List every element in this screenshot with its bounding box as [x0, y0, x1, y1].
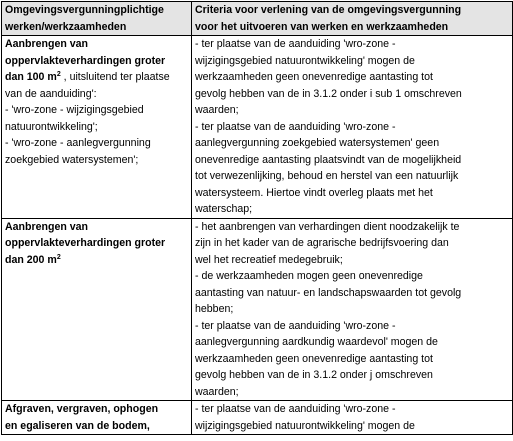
works-line: [5, 401, 188, 418]
works-cell: [2, 401, 192, 435]
criteria-line: - ter plaatse van de aanduiding 'wro-zone -: [195, 319, 396, 332]
criteria-line: gevolg hebben van de in 3.1.2 onder j omschreven: [195, 369, 433, 381]
criteria-line: aanlegvergunning zoekgebied watersystemen' geen: [195, 137, 440, 149]
criteria-line: - ter plaatse van de aanduiding 'wro-zone -: [195, 403, 396, 415]
criteria-line: - ter plaatse van de aanduiding 'wro-zone -: [195, 38, 396, 50]
works-cell: [2, 218, 192, 401]
works-title-text: dan 200 m: [5, 253, 57, 266]
criteria-line: - de werkzaamheden mogen geen onevenredige: [195, 270, 423, 282]
superscript: 2: [56, 253, 61, 261]
criteria-cell: [192, 36, 513, 219]
works-line: [5, 53, 188, 70]
header-line: Criteria voor verlening van de omgevingsvergunning: [195, 4, 462, 16]
criteria-line: watersysteem. Hiertoe vindt overleg plaats met het: [195, 186, 433, 199]
works-title-text: Aanbrengen van: [5, 220, 89, 233]
criteria-line: waterschap;: [195, 203, 253, 215]
criteria-cell: [192, 401, 513, 435]
works-line: [5, 36, 188, 53]
criteria-line: gevolg hebben van de in 3.1.2 onder i sub 1 omschreven: [195, 87, 462, 100]
works-cell: [2, 36, 192, 219]
table-row: [2, 218, 513, 401]
criteria-line: werkzaamheden geen onevenredige aantasting tot: [195, 71, 433, 83]
works-line: - 'wro-zone - aanlegvergunning: [5, 137, 151, 149]
criteria-line: tot verwezenlijking, behoud en herstel van een natuurlijk: [195, 170, 459, 182]
superscript: 2: [56, 71, 61, 78]
criteria-line: aanlegvergunning aardkundig waardevol' mogen de: [195, 336, 438, 348]
header-line: Omgevingsvergunningplichtige: [5, 4, 164, 16]
criteria-line: onevenredige aantasting plaatsvindt van de mogelijkheid: [195, 153, 462, 166]
works-line: natuurontwikkeling';: [5, 120, 98, 133]
table-row: [2, 36, 513, 219]
table-row: [2, 401, 513, 435]
criteria-line: hebben;: [195, 303, 234, 315]
works-line-tail: , uitsluitend ter plaatse: [60, 71, 170, 83]
works-line: zoekgebied watersystemen';: [5, 153, 139, 166]
works-line: [5, 235, 188, 252]
criteria-line: waarden;: [195, 385, 239, 398]
criteria-line: wijzigingsgebied natuurontwikkeling' mogen de: [195, 419, 415, 432]
works-line: [5, 418, 188, 435]
header-line: voor het uitvoeren van werken en werkzaamheden: [195, 20, 449, 33]
criteria-line: wijzigingsgebied natuurontwikkeling' mogen de: [195, 54, 415, 67]
criteria-line: wel het recreatief medegebruik;: [195, 253, 343, 266]
criteria-line: - ter plaatse van de aanduiding 'wro-zone -: [195, 120, 396, 133]
works-title-text: en egaliseren van de bodem,: [5, 419, 150, 432]
permit-criteria-table: [1, 1, 513, 435]
table-header-row: [2, 2, 513, 36]
works-line: [5, 252, 188, 269]
criteria-line: - het aanbrengen van verhardingen dient noodzakelijk te: [195, 220, 460, 233]
works-title-text: oppervlakteverhardingen groter: [5, 237, 166, 249]
criteria-line: zijn in het kader van de agrarische bedrijfsvoering dan: [195, 237, 449, 249]
header-criteria-column: [192, 2, 513, 36]
header-line: werken/werkzaamheden: [5, 20, 127, 33]
criteria-line: aantasting van natuur- en landschapswaarden tot gevolg: [195, 286, 462, 299]
works-title-text: Afgraven, vergraven, ophogen: [5, 403, 159, 415]
works-title-text: dan 100 m: [5, 71, 57, 83]
criteria-line: waarden;: [195, 104, 239, 116]
works-line: [5, 219, 188, 236]
criteria-line: werkzaamheden geen onevenredige aantasting tot: [195, 352, 433, 365]
works-title-text: Aanbrengen van: [5, 38, 89, 50]
header-works-column: [2, 2, 192, 36]
works-line: [5, 69, 188, 86]
works-line: van de aanduiding':: [5, 87, 97, 100]
works-line: - 'wro-zone - wijzigingsgebied: [5, 104, 144, 116]
works-title-text: oppervlakteverhardingen groter: [5, 54, 166, 67]
criteria-cell: [192, 218, 513, 401]
